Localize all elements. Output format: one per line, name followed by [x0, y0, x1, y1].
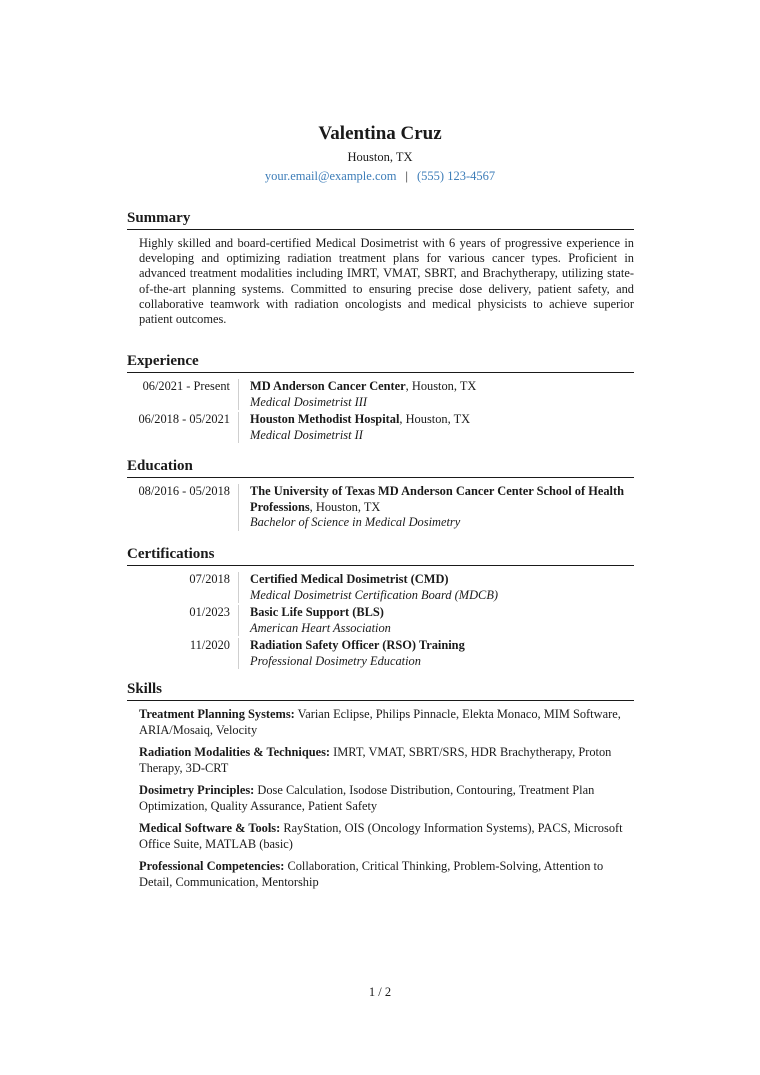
skills-list	[139, 707, 634, 890]
email-link[interactable]: your.email@example.com	[264, 169, 397, 183]
experience-list	[127, 379, 634, 443]
contact-separator: |	[405, 169, 408, 183]
entry-location: , Houston, TX	[405, 379, 477, 393]
skill-values: Varian Eclipse, Philips Pinnacle, Elekta Monaco, MIM Software, ARIA/Mosaiq, Velocity	[139, 707, 621, 737]
entry-body	[238, 412, 634, 443]
skill-item	[139, 745, 634, 776]
skill-values: RayStation, OIS (Oncology Information Systems), PACS, Microsoft Office Suite, MATLAB (basic)	[139, 821, 623, 851]
certification-entry	[127, 638, 634, 669]
entry-issuer: Professional Dosimetry Education	[250, 653, 421, 668]
certification-entry	[127, 605, 634, 636]
summary-text: Highly skilled and board-certified Medical Dosimetrist with 6 years of progressive experience in developing and optimizing radiation treatment plans for various cancer types. Proficient in advanced treatment modalities including IMRT, VMAT, SBRT, and Brachytherapy, utilizing state-of-the-art planning systems. Committed to ensuring precise dose delivery, patient safety, and collaborative teamwork with radiation oncologists and medical physicists to achieve superior patient outcomes.	[139, 236, 634, 327]
skill-category: Professional Competencies:	[139, 859, 285, 873]
certifications-list	[127, 572, 634, 669]
entry-issuer: Medical Dosimetrist Certification Board (MDCB)	[250, 587, 499, 602]
candidate-name: Valentina Cruz	[318, 123, 442, 144]
skill-item	[139, 783, 634, 814]
entry-body	[238, 638, 634, 669]
resume-header	[0, 121, 760, 185]
skill-category: Treatment Planning Systems:	[139, 707, 295, 721]
experience-entry	[127, 412, 634, 443]
skill-values: Collaboration, Critical Thinking, Problem-Solving, Attention to Detail, Communication, Mentorship	[139, 859, 604, 889]
section-title-experience: Experience	[127, 352, 634, 373]
entry-date: 11/2020	[189, 638, 230, 652]
skill-values: IMRT, VMAT, SBRT/SRS, HDR Brachytherapy, Proton Therapy, 3D-CRT	[139, 745, 612, 775]
section-title-certifications: Certifications	[127, 545, 634, 566]
section-title-summary: Summary	[127, 209, 634, 230]
contact-line	[0, 168, 760, 185]
section-title-education: Education	[127, 457, 634, 478]
experience-entry	[127, 379, 634, 410]
entry-body	[238, 484, 634, 531]
skill-item	[139, 821, 634, 852]
education-section	[127, 457, 634, 533]
section-title-skills: Skills	[127, 680, 634, 701]
candidate-location: Houston, TX	[347, 150, 413, 164]
entry-organization: The University of Texas MD Anderson Cancer Center School of Health Professions	[250, 484, 625, 514]
certification-entry	[127, 572, 634, 603]
skill-values: Dose Calculation, Isodose Distribution, Contouring, Treatment Plan Optimization, Quality Assurance, Patient Safety	[139, 783, 595, 813]
entry-organization: Houston Methodist Hospital	[250, 412, 400, 426]
skill-category: Radiation Modalities & Techniques:	[139, 745, 331, 759]
entry-date: 06/2018 - 05/2021	[138, 412, 230, 426]
entry-body	[238, 605, 634, 636]
entry-role: Medical Dosimetrist II	[250, 427, 363, 442]
entry-role: Medical Dosimetrist III	[250, 394, 367, 409]
entry-date: 08/2016 - 05/2018	[138, 484, 230, 498]
skills-section	[127, 680, 634, 897]
education-list	[127, 484, 634, 531]
entry-organization: Radiation Safety Officer (RSO) Training	[250, 638, 465, 652]
entry-location: , Houston, TX	[309, 499, 381, 514]
skill-category: Dosimetry Principles:	[139, 783, 255, 797]
entry-location: , Houston, TX	[399, 412, 471, 426]
entry-body	[238, 379, 634, 410]
phone-link[interactable]: (555) 123-4567	[417, 169, 496, 183]
entry-date: 07/2018	[189, 572, 230, 586]
skill-item	[139, 859, 634, 890]
skill-item	[139, 707, 634, 738]
entry-organization: Certified Medical Dosimetrist (CMD)	[250, 572, 449, 586]
education-entry	[127, 484, 634, 531]
certifications-section	[127, 545, 634, 671]
entry-organization: MD Anderson Cancer Center	[250, 379, 406, 393]
experience-section	[127, 352, 634, 445]
skill-category: Medical Software & Tools:	[139, 821, 281, 835]
entry-date: 06/2021 - Present	[142, 379, 230, 393]
entry-organization: Basic Life Support (BLS)	[250, 605, 384, 619]
entry-role: Bachelor of Science in Medical Dosimetry	[250, 515, 461, 529]
entry-date: 01/2023	[189, 605, 230, 619]
entry-body	[238, 572, 634, 603]
summary-section	[127, 209, 634, 327]
entry-issuer: American Heart Association	[250, 620, 391, 635]
page-number: 1 / 2	[368, 985, 392, 999]
